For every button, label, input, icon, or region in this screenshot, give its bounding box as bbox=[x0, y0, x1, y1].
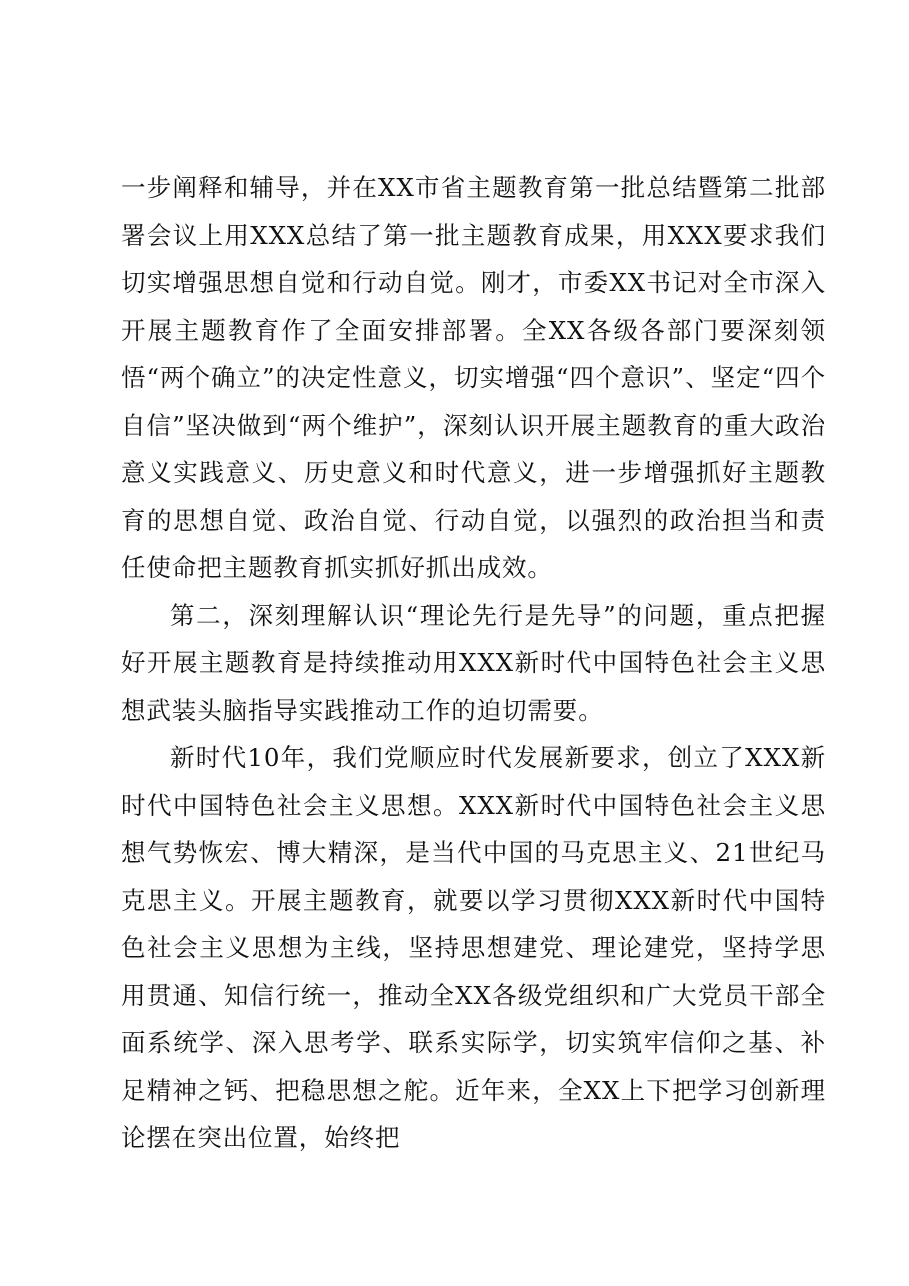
paragraph-3: 新时代10年，我们党顺应时代发展新要求，创立了XXX新时代中国特色社会主义思想。XXX新时代中国特色社会主义思想气势恢宏、博大精深，是当代中国的马克思主义、21世纪马克思主义。开展主题教育，就要以学习贯彻XXX新时代中国特色社会主义思想为主线，坚持思想建党、理论建党，坚持学思用贯通、知信行统一，推动全XX各级党组织和广大党员干部全面系统学、深入思考学、联系实际学，切实筑牢信仰之基、补足精神之钙、把稳思想之舵。近年来，全XX上下把学习创新理论摆在突出位置，始终把 bbox=[121, 743, 826, 1152]
document-body bbox=[121, 164, 826, 1162]
paragraph-1: 一步阐释和辅导，并在XX市省主题教育第一批总结暨第二批部署会议上用XXX总结了第一批主题教育成果，用XXX要求我们切实增强思想自觉和行动自觉。刚才，市委XX书记对全市深入开展主题教育作了全面安排部署。全XX各级各部门要深刻领悟“两个确立”的决定性意义，切实增强“四个意识”、坚定“四个自信”坚决做到“两个维护”，深刻认识开展主题教育的重大政治意义实践意义、历史意义和时代意义，进一步增强抓好主题教育的思想自觉、政治自觉、行动自觉，以强烈的政治担当和责任使命把主题教育抓实抓好抓出成效。 bbox=[121, 173, 826, 582]
paragraph-2: 第二，深刻理解认识“理论先行是先导”的问题，重点把握好开展主题教育是持续推动用XXX新时代中国特色社会主义思想武装头脑指导实践推动工作的迫切需要。 bbox=[121, 600, 826, 725]
